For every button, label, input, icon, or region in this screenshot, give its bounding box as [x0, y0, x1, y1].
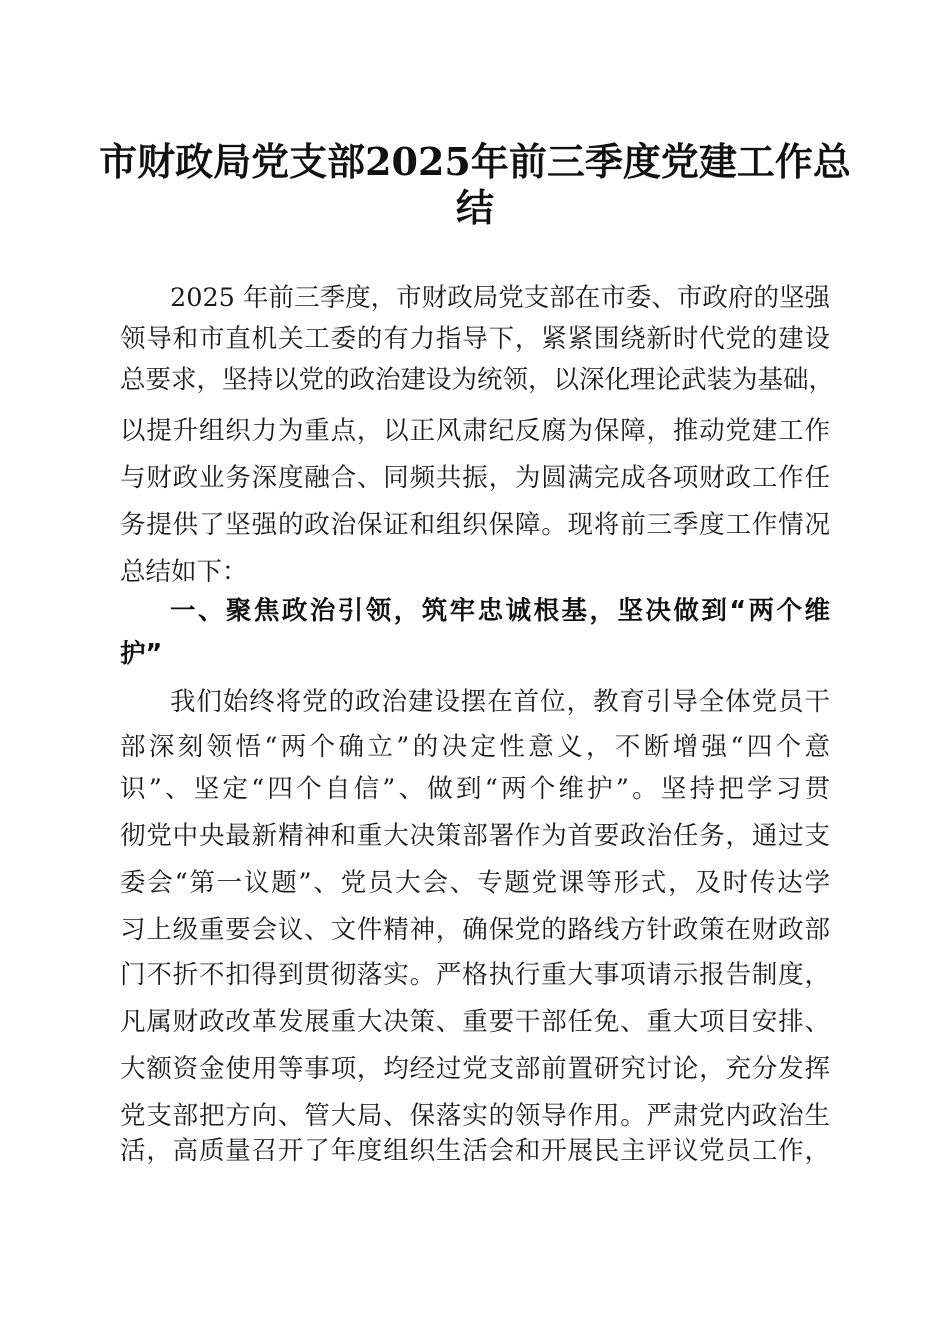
intro-paragraph-line: 与财政业务深度融合、同频共振，为圆满完成各项财政工作任: [120, 463, 830, 493]
document-title-line-2: 结: [455, 185, 494, 230]
section-paragraph-line: 活，高质量召开了年度组织生活会和开展民主评议党员工作，: [120, 1136, 830, 1166]
section-paragraph-line: 凡属财政改革发展重大决策、重要干部任免、重大项目安排、: [120, 1007, 830, 1037]
section-paragraph-line: 习上级重要会议、文件精神，确保党的路线方针政策在财政部: [120, 915, 830, 945]
section-heading-line: 护”: [120, 639, 163, 669]
intro-paragraph-line: 务提供了坚强的政治保证和组织保障。现将前三季度工作情况: [120, 510, 830, 540]
intro-paragraph-line: 领导和市直机关工委的有力指导下，紧紧围绕新时代党的建设: [120, 324, 830, 354]
section-paragraph-line: 大额资金使用等事项，均经过党支部前置研究讨论，充分发挥: [120, 1054, 830, 1084]
section-paragraph-line: 门不折不扣得到贯彻落实。严格执行重大事项请示报告制度，: [120, 960, 830, 990]
intro-paragraph-line: 总要求，坚持以党的政治建设为统领，以深化理论武装为基础，: [120, 365, 835, 395]
intro-paragraph-line: 总结如下：: [120, 557, 248, 587]
section-paragraph-line: 识”、坚定“四个自信”、做到“两个维护”。坚持把学习贯: [120, 774, 830, 804]
section-paragraph-line: 彻党中央最新精神和重大决策部署作为首要政治任务，通过支: [120, 821, 830, 851]
section-heading-line: 一、聚焦政治引领，筑牢忠诚根基，坚决做到“两个维: [170, 596, 830, 626]
section-paragraph-line: 我们始终将党的政治建设摆在首位，教育引导全体党员干: [170, 687, 830, 717]
section-paragraph-line: 部深刻领悟“两个确立”的决定性意义，不断增强“四个意: [120, 732, 830, 762]
intro-paragraph-line: 以提升组织力为重点，以正风肃纪反腐为保障，推动党建工作: [120, 416, 830, 446]
section-paragraph-line: 委会“第一议题”、党员大会、专题党课等形式，及时传达学: [120, 868, 830, 898]
section-paragraph-line: 党支部把方向、管大局、保落实的领导作用。严肃党内政治生: [120, 1101, 830, 1131]
intro-paragraph-line: 2025 年前三季度，市财政局党支部在市委、市政府的坚强: [170, 283, 830, 313]
document-title-line-1: 市财政局党支部2025年前三季度党建工作总: [99, 139, 851, 184]
